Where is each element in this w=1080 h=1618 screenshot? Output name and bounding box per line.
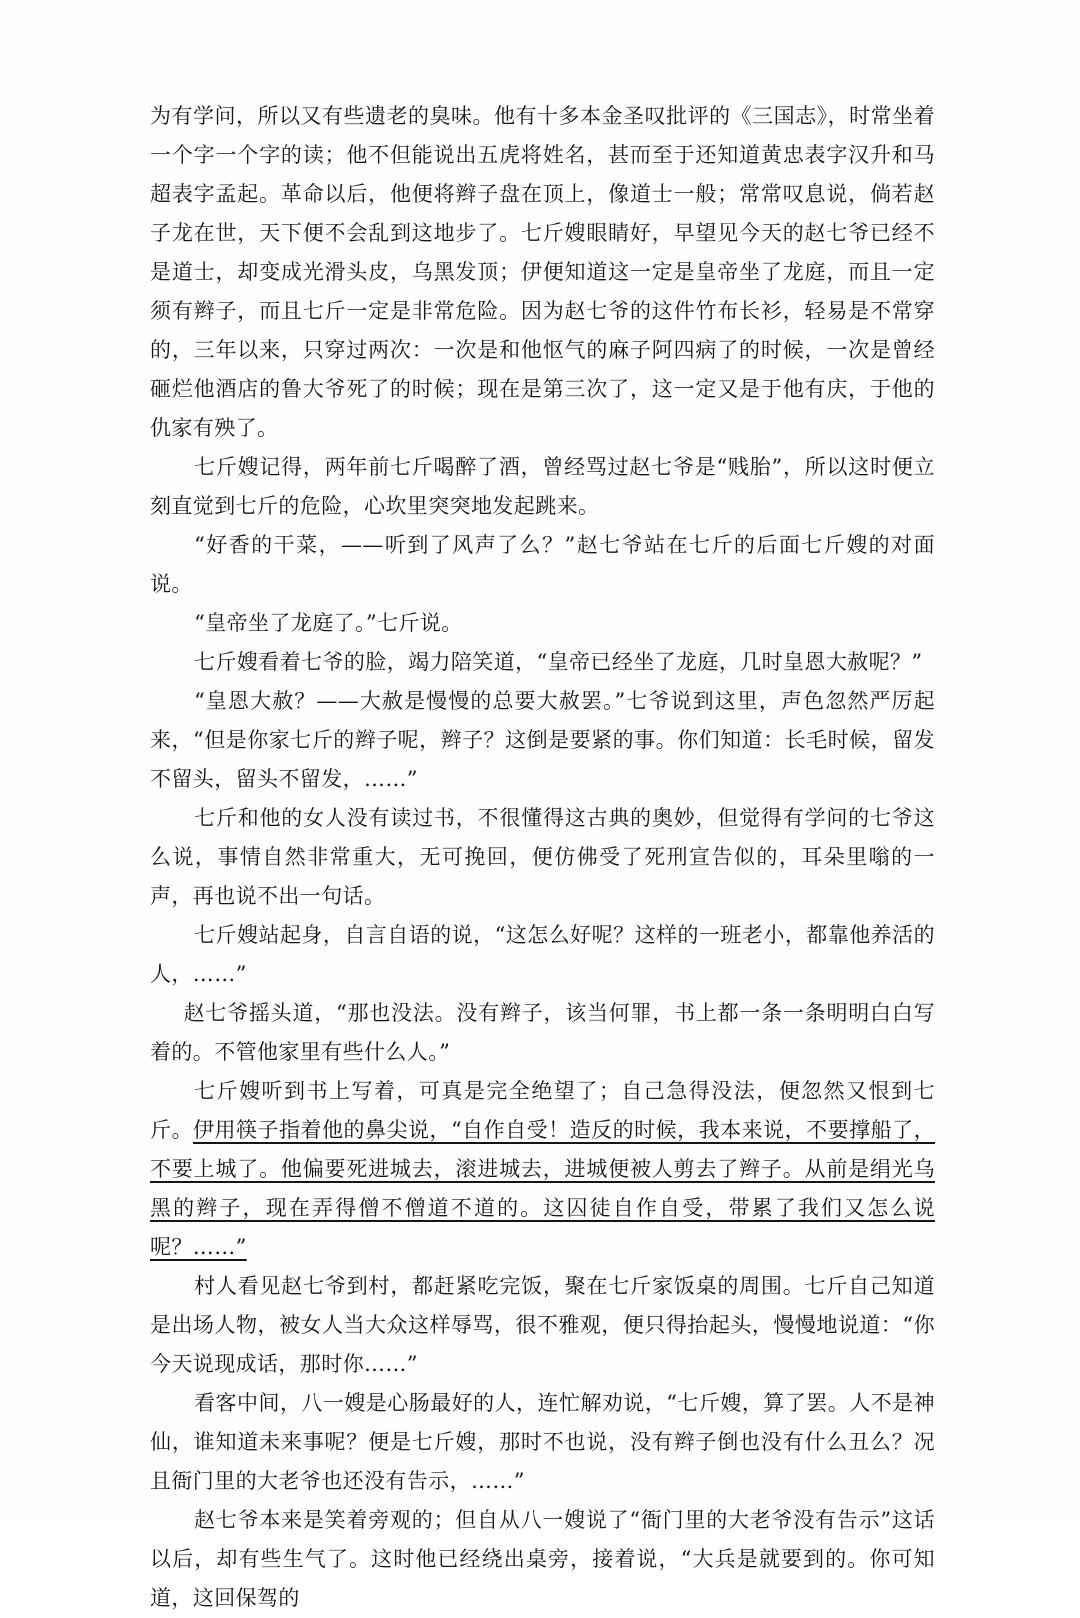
- paragraph-12: 看客中间，八一嫂是心肠最好的人，连忙解劝说，“七斤嫂，算了罢。人不是神仙，谁知道未来事呢？便是七斤嫂，那时不也说，没有辫子倒也没有什么丑么？况且衙门里的大老爷也还没有告示，……”: [150, 1391, 935, 1493]
- paragraph-7: 七斤和他的女人没有读过书，不很懂得这古典的奥妙，但觉得有学问的七爷这么说，事情自然非常重大，无可挽回，便仿佛受了死刑宣告似的，耳朵里嗡的一声，再也说不出一句话。: [150, 806, 935, 908]
- document-body: [150, 97, 935, 1618]
- paragraph-6: “皇恩大赦？——大赦是慢慢的总要大赦罢。”七爷说到这里，声色忽然严厉起来，“但是你家七斤的辫子呢，辫子？这倒是要紧的事。你们知道：长毛时候，留发不留头，留头不留发，……”: [150, 689, 935, 791]
- paragraph-4: “皇帝坐了龙庭了。”七斤说。: [194, 611, 463, 635]
- paragraph-10-plain: 七斤嫂听到书上写着，可真是完全绝望了；自己急得没法，便忽然又恨到七斤。: [150, 1079, 935, 1142]
- paragraph-5: 七斤嫂看着七爷的脸，竭力陪笑道，“皇帝已经坐了龙庭，几时皇恩大赦呢？”: [194, 650, 923, 674]
- paragraph-8: 七斤嫂站起身，自言自语的说，“这怎么好呢？这样的一班老小，都靠他养活的人，……”: [150, 923, 935, 986]
- paragraph-11: 村人看见赵七爷到村，都赶紧吃完饭，聚在七斤家饭桌的周围。七斤自己知道是出场人物，被女人当大众这样辱骂，很不雅观，便只得抬起头，慢慢地说道：“你今天说现成话，那时你……”: [150, 1274, 935, 1376]
- underlined-passage: 伊用筷子指着他的鼻尖说，“自作自受！造反的时候，我本来说，不要撑船了，不要上城了。他偏要死进城去，滚进城去，进城便被人剪去了辫子。从前是绢光乌黑的辫子，现在弄得僧不僧道不道的。这囚徒自作自受，带累了我们又怎么说呢？……”: [150, 1118, 935, 1259]
- paragraph-13: 赵七爷本来是笑着旁观的；但自从八一嫂说了“衙门里的大老爷没有告示”这话以后，却有些生气了。这时他已经绕出桌旁，接着说，“大兵是就要到的。你可知道，这回保驾的: [150, 1508, 935, 1610]
- paragraph-10: [150, 1072, 935, 1267]
- paragraph-2: 七斤嫂记得，两年前七斤喝醉了酒，曾经骂过赵七爷是“贱胎”，所以这时便立刻直觉到七斤的危险，心坎里突突地发起跳来。: [150, 455, 935, 518]
- paragraph-1: 为有学问，所以又有些遗老的臭味。他有十多本金圣叹批评的《三国志》，时常坐着一个字一个字的读；他不但能说出五虎将姓名，甚而至于还知道黄忠表字汉升和马超表字孟起。革命以后，他便将辫子盘在顶上，像道士一般；常常叹息说，倘若赵子龙在世，天下便不会乱到这地步了。七斤嫂眼睛好，早望见今天的赵七爷已经不是道士，却变成光滑头皮，乌黑发顶；伊便知道这一定是皇帝坐了龙庭，而且一定须有辫子，而且七斤一定是非常危险。因为赵七爷的这件竹布长衫，轻易是不常穿的，三年以来，只穿过两次：一次是和他怄气的麻子阿四病了的时候，一次是曾经砸烂他酒店的鲁大爷死了的时候；现在是第三次了，这一定又是于他有庆，于他的仇家有殃了。: [150, 104, 935, 440]
- paragraph-9: 赵七爷摇头道，“那也没法。没有辫子，该当何罪，书上都一条一条明明白白写着的。不管他家里有些什么人。”: [150, 1001, 935, 1064]
- paragraph-3: “好香的干菜，——听到了风声了么？”赵七爷站在七斤的后面七斤嫂的对面说。: [150, 533, 935, 596]
